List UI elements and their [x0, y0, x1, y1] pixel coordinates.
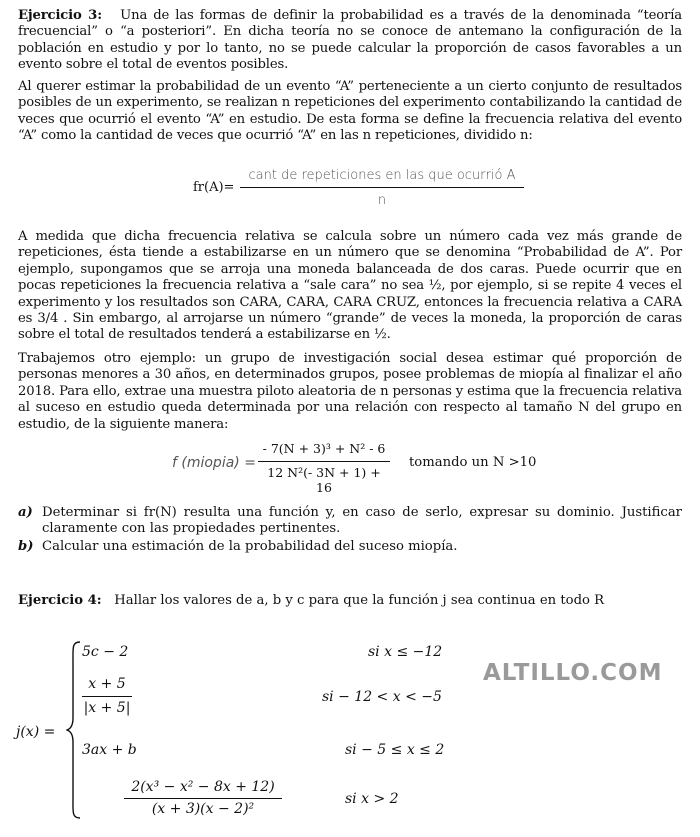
case2-denominator: |x + 5| [83, 700, 131, 716]
piecewise-lhs: j(x) = [16, 724, 56, 740]
case2-fraction-bar [82, 696, 132, 697]
item-marker: a) [18, 505, 33, 520]
case1-expr: 5c − 2 [82, 644, 129, 660]
case3-condition: si − 5 ≤ x ≤ 2 [345, 742, 445, 758]
formula2-fraction-bar [258, 461, 390, 462]
ex4-label: Ejercicio 4: [18, 593, 102, 608]
item-text: Calcular una estimación de la probabilidad del suceso miopía. [42, 538, 458, 554]
ex3-para3: A medida que dicha frecuencia relativa se calcula sobre un número cada vez más grande de repeticiones, ésta tiende a estabilizarse en un número que se denomina “Probabilidad de A”. Por ejemplo, supongamos que se arroja una moneda balanceada de dos caras. Puede ocurrir que en pocas repeticiones la frecuencia relativa a “sale cara” no sea ½, por ejemplo, si se repite 4 veces el experimento y los resultados son CARA, CARA, CARA CRUZ, entonces la frecuencia relativa a CARA es 3/4 . Sin embargo, al arrojarse un número “grande” de veces la moneda, la proporción de caras sobre el total de resultados tenderá a estabilizarse en ½. [18, 229, 682, 343]
ex4-intro [18, 593, 682, 609]
ex3-intro [18, 8, 682, 74]
formula2-numerator: - 7(N + 3)³ + N² - 6 [262, 441, 386, 456]
case3-expr: 3ax + b [82, 742, 137, 758]
case2-numerator: x + 5 [88, 676, 126, 692]
ex3-items [18, 505, 682, 555]
formula2-lhs: f (miopia) = [172, 455, 256, 471]
case1-condition: si x ≤ −12 [368, 644, 443, 660]
ex3-para4: Trabajemos otro ejemplo: un grupo de investigación social desea estimar qué proporción de personas menores a 30 años, en determinados grupos, posee problemas de miopía al finalizar el año 2018. Para ello, extrae una muestra piloto aleatoria de n personas y estima que la frecuencia relativa al suceso en estudio queda determinada por una relación con respecto al tamaño N del grupo en estudio, de la siguiente manera: [18, 351, 682, 432]
formula1-fraction-bar [240, 187, 524, 188]
item-text: Determinar si fr(N) resulta una función y, en caso de serlo, expresar su dominio. Justificar claramente con las propiedades pertinentes. [42, 505, 682, 537]
left-brace-icon [66, 640, 82, 820]
case4-numerator: 2(x³ − x² − 8x + 12) [131, 779, 275, 795]
case4-fraction-bar [124, 798, 282, 799]
list-item [18, 539, 682, 555]
formula1-denominator: n [377, 193, 387, 208]
formula1-numerator: cant de repeticiones en las que ocurrió A [248, 168, 516, 183]
ex3-para2: Al querer estimar la probabilidad de un evento “A” perteneciente a un cierto conjunto de resultados posibles de un experimento, se realizan n repeticiones del experimento contabilizando la cantidad de veces que ocurrió el evento “A” en estudio. De esta forma se define la frecuencia relativa del evento “A” como la cantidad de veces que ocurrió “A” en las n repeticiones, dividido n: [18, 79, 682, 144]
list-item [18, 505, 682, 538]
ex4-text: Hallar los valores de a, b y c para que la función j sea continua en todo R [114, 593, 605, 608]
ex3-label: Ejercicio 3: [18, 8, 102, 23]
formula2-denominator: 12 N²(- 3N + 1) + 16 [267, 465, 381, 495]
formula1-lhs: fr(A)= [193, 180, 235, 195]
case4-denominator: (x + 3)(x − 2)² [151, 801, 255, 817]
ex3-para1: Una de las formas de definir la probabilidad es a través de la denominada “teoría frecuencial” o “a posteriori”. En dicha teoría no se conoce de antemano la configuración de la población en estudio y por lo tanto, no se puede calcular la proporción de casos favorables a un evento sobre el total de eventos posibles. [18, 8, 682, 73]
watermark-logo: ALTILLO.COM [483, 660, 663, 686]
case4-condition: si x > 2 [345, 791, 399, 807]
item-marker: b) [18, 538, 34, 554]
case2-condition: si − 12 < x < −5 [322, 689, 442, 705]
formula2-condition: tomando un N >10 [409, 455, 537, 470]
